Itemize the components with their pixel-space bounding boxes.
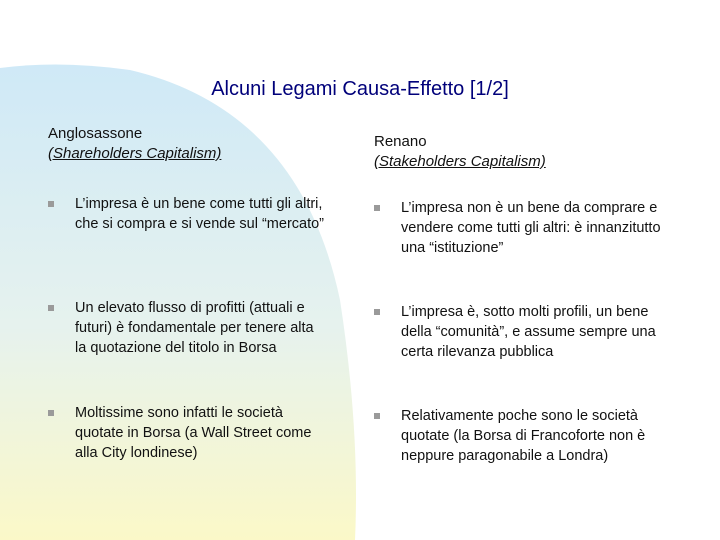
left-column	[48, 124, 328, 461]
list-item-text: Un elevato flusso di profitti (attuali e futuri) è fondamentale per tenere alta la quotazione del titolo in Borsa	[75, 300, 314, 356]
right-column-heading: Renano	[374, 133, 427, 150]
bullet-icon	[374, 309, 380, 315]
list-item-text: L’impresa è un bene come tutti gli altri, che si compra e si vende sul “mercato”	[75, 196, 325, 232]
slide-title: Alcuni Legami Causa-Effetto [1/2]	[211, 78, 509, 100]
list-item-text: Moltissime sono infatti le società quotate in Borsa (a Wall Street come alla City londinese)	[75, 405, 312, 461]
bullet-icon	[374, 205, 380, 211]
bullet-icon	[374, 413, 380, 419]
list-item-text: L’impresa non è un bene da comprare e vendere come tutti gli altri: è innanzitutto una “istituzione”	[401, 200, 661, 256]
bullet-icon	[48, 201, 54, 207]
list-item-text: Relativamente poche sono le società quotate (la Borsa di Francoforte non è neppure paragonabile a Londra)	[401, 408, 646, 464]
right-column	[374, 132, 674, 464]
left-column-header	[48, 124, 328, 164]
left-column-heading: Anglosassone	[48, 125, 143, 142]
bullet-icon	[48, 305, 54, 311]
left-column-subheading: (Shareholders Capitalism)	[48, 145, 222, 162]
bullet-icon	[48, 410, 54, 416]
list-item-text: L’impresa è, sotto molti profili, un bene della “comunità”, e assume sempre una certa rilevanza pubblica	[401, 304, 656, 360]
right-column-header	[374, 132, 674, 172]
right-column-subheading: (Stakeholders Capitalism)	[374, 153, 546, 170]
